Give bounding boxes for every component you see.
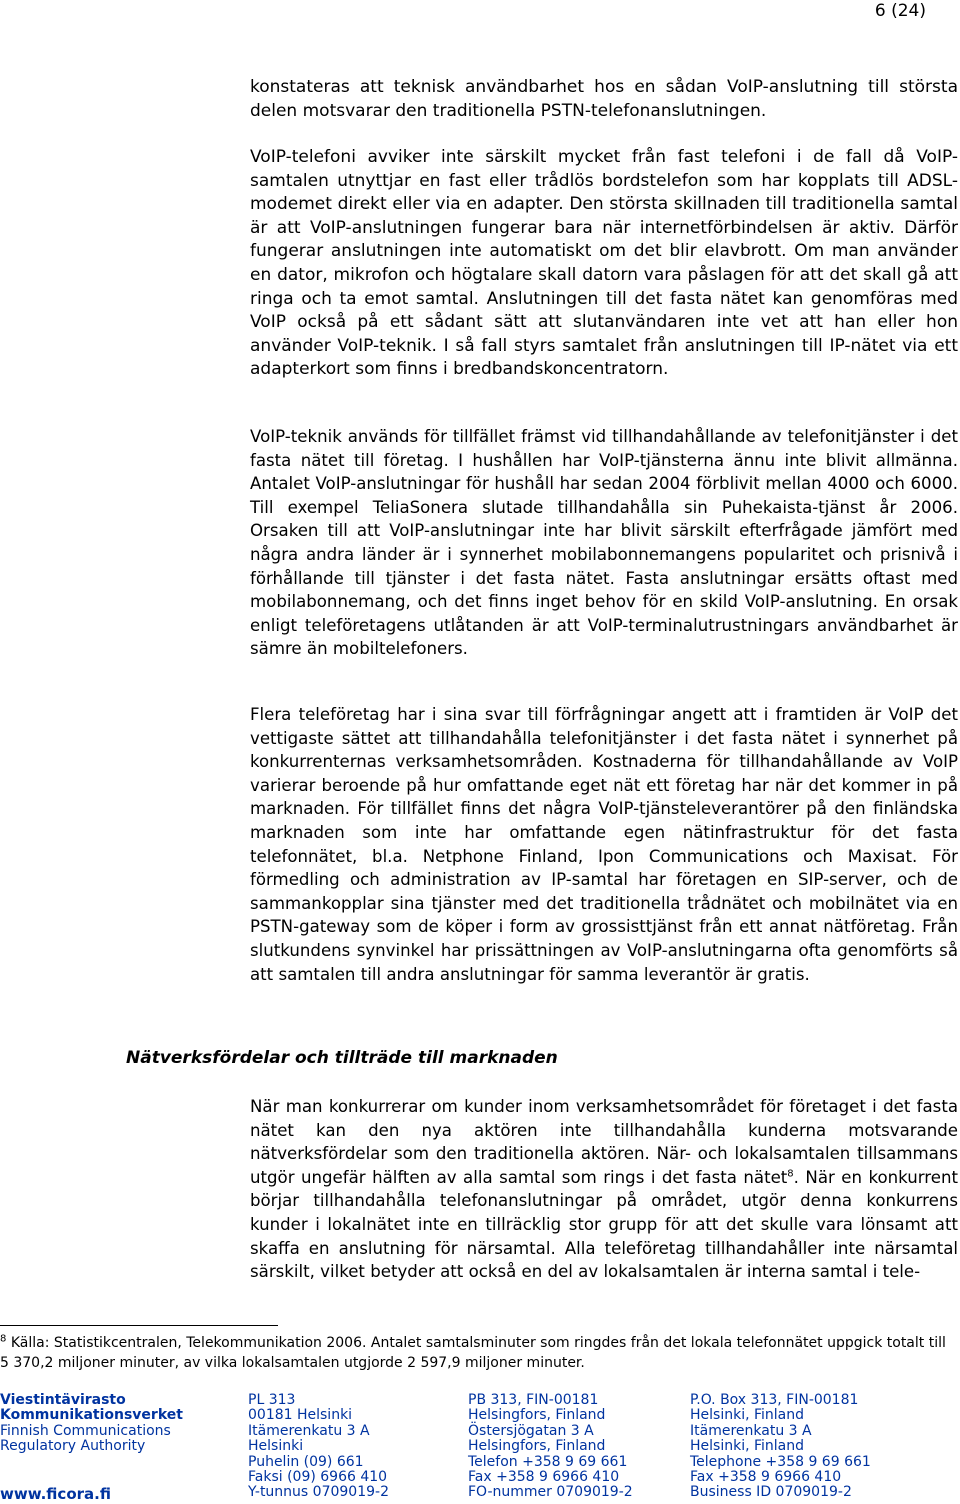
- footer-sv-line: Helsingfors, Finland: [468, 1407, 606, 1424]
- paragraph-3: VoIP-teknik används för tillfället främst vid tillhandahållande av telefonitjänster i det fasta nätet till företag. I hushållen har VoIP-tjänsterna ännu inte blivit allmänna. Antalet VoIP-anslutningar för hushåll har sedan 2004 förblivit mellan 4000 och 6000. Till exempel TeliaSonera slutade tillhandahålla sin Puhekaista-tjänst år 2006. Orsaken till att VoIP-anslutningar inte har blivit särskilt efterfrågade jämfört med några andra länder är i synnerhet mobilabonnemangens popularitet och prisnivå i förhållande till tjänster i det fasta nätet. Fasta anslutningar ersätts oftast med mobilabonnemang, och det finns inget behov för en skild VoIP-anslutning. En orsak enligt teleföretagens utlåtanden är att VoIP-terminalutrustningars användbarhet är sämre än mobiltelefoners.: [250, 427, 958, 659]
- footer-org-column: [0, 1393, 183, 1455]
- section-heading: Nätverksfördelar och tillträde till marknaden: [126, 1048, 558, 1068]
- footer-finnish-column: [248, 1393, 389, 1501]
- footer-en-line: Helsinki, Finland: [690, 1407, 805, 1424]
- footer-sv-line: PB 313, FIN-00181: [468, 1392, 599, 1408]
- page-number: 6 (24): [874, 1, 926, 21]
- footer-fi-line: Itämerenkatu 3 A: [248, 1422, 370, 1439]
- footer-fi-line: Helsinki: [248, 1438, 304, 1455]
- footer-sv-line: Helsingfors, Finland: [468, 1438, 606, 1455]
- page-footer: [0, 1393, 960, 1504]
- footer-fi-line: Faksi (09) 6966 410: [248, 1469, 388, 1486]
- paragraph-4: Flera teleföretag har i sina svar till förfrågningar angett att i framtiden är VoIP det vettigaste sättet att tillhandahålla telefonitjänster i det fasta nätet i synnerhet på konkurrenternas verksamhetsområden. Kostnaderna för tillhandahållande av VoIP varierar beroende på hur omfattande eget nät ett företag har när det kommer in på marknaden. För tillfället finns det några VoIP-tjänsteleverantörer på den finländska marknaden som inte har omfattande egen nätinfrastruktur för det fasta telefonnätet, bl.a. Netphone Finland, Ipon Communications och Maxisat. För förmedling och administration av IP-samtal har företagen en SIP-server, och de sammankopplar sina tjänster med det traditionella trådnätet och mobilnätet via en PSTN-gateway som de köper i form av grossisttjänst från ett annat nätföretag. Från slutkundens synvinkel har prissättningen av VoIP-anslutningarna ofta genomförts så att samtalen till andra anslutningar för samma leverantör är gratis.: [250, 705, 958, 984]
- footer-en-line: Helsinki, Finland: [690, 1438, 805, 1455]
- footer-org-english-2: Regulatory Authority: [0, 1438, 146, 1455]
- footer-en-line: Fax +358 9 6966 410: [690, 1469, 842, 1486]
- footnote-number: 8: [0, 1333, 7, 1345]
- footer-english-column: [690, 1393, 871, 1501]
- paragraph-5: [250, 1095, 958, 1284]
- footer-sv-line: Östersjögatan 3 A: [468, 1422, 594, 1439]
- footer-org-swedish: Kommunikationsverket: [0, 1407, 183, 1424]
- footnote-text: Källa: Statistikcentralen, Telekommunikation 2006. Antalet samtalsminuter som ringdes från det lokala telefonnätet uppgick totalt till 5 370,2 miljoner minuter, av vilka lokalsamtalen utgjorde 2 597,9 miljoner minuter.: [0, 1335, 946, 1371]
- footnote: [0, 1333, 958, 1373]
- paragraph-5-text-a: När man konkurrerar om kunder inom verksamhetsområdet för företaget i det fasta nätet kan den nya aktören inte tillhandahålla kunderna motsvarande nätverksfördelar som den traditionella aktören. När- och lokalsamtalen tillsammans utgör ungefär hälften av alla samtal som rings i det fasta nätet: [250, 1097, 958, 1187]
- footer-fi-line: Y-tunnus 0709019-2: [248, 1484, 389, 1501]
- footnote-divider: [0, 1325, 278, 1326]
- footer-en-line: Telephone +358 9 69 661: [690, 1453, 871, 1470]
- footer-en-line: Business ID 0709019-2: [690, 1484, 852, 1501]
- footer-en-line: P.O. Box 313, FIN-00181: [690, 1392, 859, 1408]
- paragraph-1: konstateras att teknisk användbarhet hos en sådan VoIP-anslutning till största delen motsvarar den traditionella PSTN-telefonanslutningen.: [250, 77, 958, 121]
- footer-website-link[interactable]: www.ficora.fi: [0, 1485, 111, 1503]
- footer-fi-line: PL 313: [248, 1392, 296, 1408]
- footer-sv-line: Fax +358 9 6966 410: [468, 1469, 620, 1486]
- paragraph-2: VoIP-telefoni avviker inte särskilt mycket från fast telefoni i de fall då VoIP-samtalen utnyttjar en fast eller trådlös bordstelefon som har kopplats till ADSL-modemet direkt eller via en adapter. Den största skillnaden till traditionella samtal är att VoIP-anslutningen fungerar bara när internetförbindelsen är aktiv. Därför fungerar anslutningen inte automatiskt om det blir elavbrott. Om man använder en dator, mikrofon och högtalare skall datorn vara påslagen för att det skall gå att ringa och ta emot samtal. Anslutningen till det fasta nätet kan genomföras med VoIP också på ett sådant sätt att slutanvändaren inte vet att han eller hon använder VoIP-teknik. I så fall styrs samtalet från anslutningen till IP-nätet via ett adapterkort som finns i bredbandskoncentratorn.: [250, 147, 958, 380]
- footer-fi-line: 00181 Helsinki: [248, 1407, 353, 1424]
- footer-fi-line: Puhelin (09) 661: [248, 1453, 364, 1470]
- footer-org-finnish: Viestintävirasto: [0, 1392, 126, 1408]
- footer-swedish-column: [468, 1393, 633, 1501]
- footer-en-line: Itämerenkatu 3 A: [690, 1422, 812, 1439]
- paragraph-5-text-b: . När en konkurrent börjar tillhandahålla telefonanslutningar på området, utgör denna konkurrens kunder i lokalnätet inte en tillräcklig stor grupp för att det skulle vara lönsamt att skaffa en anslutning för närsamtal. Alla teleföretag tillhandahåller inte närsamtal särskilt, vilket betyder att också en del av lokalsamtalen är interna samtal i tele-: [250, 1167, 958, 1282]
- footer-sv-line: Telefon +358 9 69 661: [468, 1453, 628, 1470]
- footnote-reference[interactable]: 8: [787, 1168, 794, 1180]
- footer-org-english-1: Finnish Communications: [0, 1422, 171, 1439]
- footer-sv-line: FO-nummer 0709019-2: [468, 1484, 633, 1501]
